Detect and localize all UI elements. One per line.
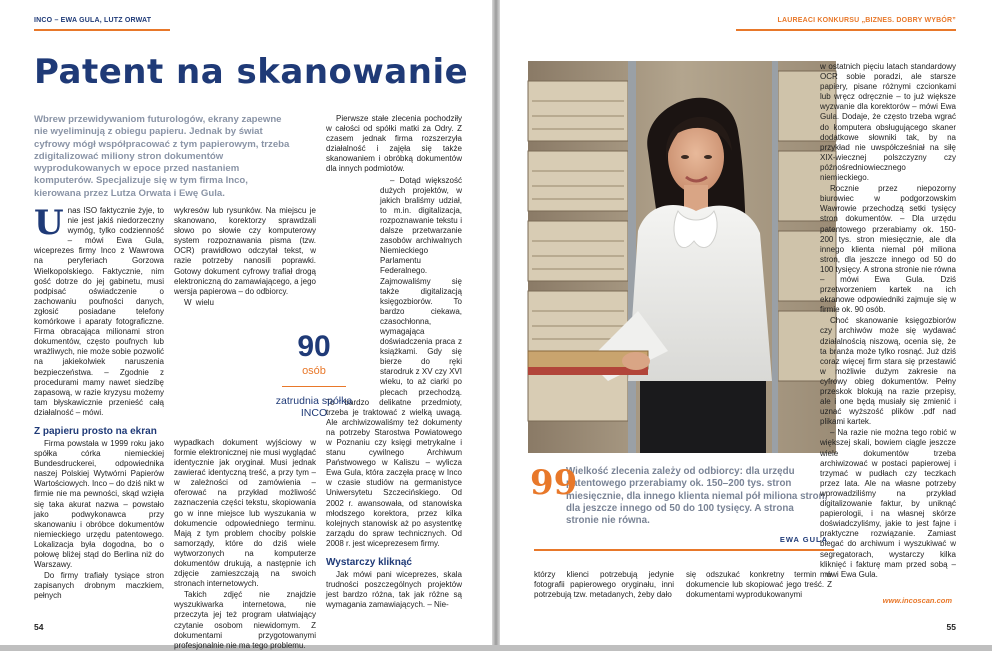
col2-paragraph-2: W wielu wypadkach dokument wyjściowy w formie elektronicznej nie musi wyglądać identycznie jak oryginał. Musi jednak zawierać identyczną treść, a przy tym – w zależności od zamówienia – oferować na przykład możliwość zaznaczenia części tekstu, skopiowania go w inne miejsce lub wyszukania w dokumencie odpowiedniego terminu. Mają z tym problem chociby polskie samorządy, które do dziś wiele wytworzonych na komputerze dokumentów drukują, a następnie ich zdjęcie zamieszczają na swoich stronach internetowych. [174,297,316,589]
col4-paragraph-2: Rocznie przez niepozorny biurowiec w podgorzowskim Wawrowie przechodzą setki tysięcy stron dokumentów. – Dla urzędu patentowego przerabiamy ok. 150-200 tys. stron miesięcznie, ale dla innego klienta niemal pół miliona stron, dla jeszcze innego od 50 do 100 tysięcy. A strona stronie nie równa – mówi Ewa Gula. Dziś przetworzeniem kartek na ich ekranowe odpowiedniki zajmuje się w firmie ok. 90 osób. [820,184,956,315]
bottom-col2-text: się odszukać konkretny termin w dokumencie lub skopiować jego treść. Z dokumentami wyprodukowanymi [686,570,832,600]
stat-unit: osób [302,365,326,377]
running-head-rule-right [736,29,956,31]
quote-mark-icon: 99 [530,463,578,503]
text-column-1 [34,203,164,614]
stat-description: zatrudnia spółka INCO [275,395,353,419]
col3-paragraph-2: – Dotąd większość dużych projektów, w jakich braliśmy udział, to m.in. digitalizacja, rozpoznawanie tekstu i dalsze przetwarzanie zasobów archiwalnych Niemieckiego Parlamentu Federalnego. Zajmowaliśmy się także digitalizacją księgozbiorów. To bardzo ciekawa, czasochłonna, wymagająca doświadczenia praca z książkami. Gdy się bierze do ręki starodruk z XV czy XVI wieku, to aż ciarki po plecach przechodzą. To bardzo delikatne przedmioty, trzeba je traktować z wielką uwagą. Ale archiwizowaliśmy też dokumenty na potrzeby Starostwa Powiatowego w Poznaniu czy księgi metrykalne i stanu cywilnego Archiwum Państwowego w Kaliszu – wylicza Ewa Gula, która zaczęła pracę w Inco w czasie studiów na germanistyce Uniwersytetu Szczecińskiego. Od 2002 r. awansowała, od stanowiska młodszego korektora, przez kilka kolejnych stanowisk aż po asystentkę zarządu do spraw technicznych. Od 2008 r. jest wiceprezesem firmy. [326,175,462,548]
spine-gutter [492,0,500,645]
pull-quote-rule [534,549,834,551]
col1-paragraph-3: Do firmy trafiały tysiące stron zapisanych drobnym maczkiem, pełnych [34,571,164,601]
page-number-left: 54 [34,622,44,632]
col4-paragraph-4: – Na razie nie można tego robić w większej skali, bowiem ciągle jeszcze wiele dokumentów trzeba archiwizować w postaci papierowej i trzymać w pudłach czy teczkach przez lata. Ale na własne potrzeby wprowadziliśmy na przykład digitalizowanie faktur, by uniknąć papierologii, i na własnej skórze doświadczyliśmy, jakie to jest fajne i praktyczne rozwiązanie. Zamiast biegać do archiwum i wyszukiwać w segregatorach, wystarczy kilka kliknięć i fakturę mam przed sobą – mówi Ewa Gula. [820,428,956,579]
company-website: www.incoscan.com [882,596,952,605]
text-column-4 [820,62,956,594]
stat-rule [282,386,346,387]
pull-quote [530,463,828,545]
page-number-right: 55 [946,622,956,632]
bottom-col1-text: którzy klienci potrzebują jedynie fotografii papierowego oryginału, inni potrzebują tzw. metadanych, żeby dało [534,570,674,600]
subhead-z-papieru: Z papieru prosto na ekran [34,425,157,437]
pull-quote-author: EWA GULA [779,535,828,545]
col1-paragraph-1: nas ISO faktycznie żyje, to nie jest jakiś niedorzeczny wymóg, tylko codzienność – mówi Ewa Gula, wiceprezes firmy Inco z Wawrowa na peryferiach Gorzowa Wielkopolskiego. Faktycznie, nim gość dotrze do jej gabinetu, musi podpisać oświadczenie o zachowaniu poufności danych, zgłosić posiadane telefony komórkowe i aparaty fotograficzne. Firma obracająca milionami stron dokumentów, często poufnych lub wrażliwych, nie może sobie pozwolić na jakiekolwiek naruszenia bezpieczeństwa. – Zgodnie z procedurami mamy nawet siedzibę zapasową, w razie kryzysu możemy tam błyskawicznie przenieść całą działalność – mówi. [34,206,164,417]
stat-callout [266,326,362,458]
left-page [0,0,492,650]
col3-paragraph-3: Jak mówi pani wiceprezes, skala trudności poszczególnych projektów jest bardzo różna, tak jak różne są wymagania zamawiających. – Nie- [326,570,462,610]
col2-paragraph-3: Takich zdjęć nie znajdzie wyszukiwarka internetowa, nie przeczyta jej też program ułatwiający czytanie osobom niewidomym. Z dokumentami przygotowanymi profesjonalnie nie ma tego problemu. [174,590,316,650]
running-head-left: INCO – EWA GULA, LUTZ ORWAT [34,17,152,24]
bottom-text-column-1 [534,570,674,610]
running-head-rule [34,29,170,31]
subhead-wystarczy-kliknac: Wystarczy kliknąć [326,557,412,569]
col1-paragraph-2: Firma powstała w 1999 roku jako spółka córka niemieckiej Bundesdruckerei, odpowiednika naszej Polskiej Wytwórni Papierów Wartościowych. Inco – do dziś nikt w firmie nie ma pewności, skąd wzięła się taka akurat nazwa – powstało jako podwykonawca przy skanowaniu i obróbce dokumentów niemieckiego urzędu patentowego. Lokalizacja była dogodna, bo o połowę bliżej stąd do Berlina niż do Warszawy. [34,438,164,570]
col4-paragraph-1: w ostatnich pięciu latach standardowy OCR sobie poradzi, ale starsze papiery, pisane różnymi czcionkami lub wręcz odręcznie – to już większe wyzwanie dla korektorów – mówi Ewa Gula. Dodaje, że często trzeba wgrać do komputera obsługującego skaner dodatkowe słowniki tak, by na przykład nie uwspółcześniał na siłę XIX-wiecznej polszczyzny czy późnośredniowiecznego niemieckiego. [820,62,956,183]
col3-paragraph-1: Pierwsze stałe zlecenia pochodziły w całości od spółki matki za Odry. Z czasem jednak firma rozszerzyła działalność i zajęła się także skanowaniem i obróbką dokumentów dla innych podmiotów. [326,114,462,174]
stat-number: 90 [297,330,331,363]
right-page [500,0,992,645]
running-head-right: LAUREACI KONKURSU „BIZNES. DOBRY WYBÓR” [777,17,956,24]
article-title: Patent na skanowanie [34,52,469,92]
portrait-photo [528,61,836,453]
article-lead: Wbrew przewidywaniom futurologów, ekrany zapewne nie wyeliminują z obiegu papieru. Jednak by świat cyfrowy mógł współpracować z tym papierowym, trzeba zdigitalizować miliony stron dokumentów wyprodukowanych w epoce przed nastaniem komputerów. Specjalizuje się w tym firma Inco, kierowana przez Lutza Orwata i Ewę Gula. [34,114,290,199]
drop-cap: U [34,203,64,243]
col2-paragraph-1: wykresów lub rysunków. Na miejscu je skanowano, korektorzy sprawdzali słowo po słowie czy komputerowy system rozpoznawania pisma (tzw. OCR) prawidłowo odczytał tekst, w razie potrzeby nanosili poprawki. Gotowy dokument cyfrowy trafiał drogą elektroniczną do zamawiającego, a jego wersja papierowa – do odbiorcy. [174,206,316,296]
pull-quote-text: Wielkość zlecenia zależy od odbiorcy: dla urzędu patentowego przerabiamy ok. 150–200 tys. stron miesięcznie, dla innego klienta niemal pół miliona stron, dla jeszcze innego od 50 do 100 tysięcy. A strona stronie nie równa. [566,466,828,527]
col4-paragraph-3: Choć skanowanie księgozbiorów czy archiwów może się wydawać działalnością niszową, ocenia się, że ta branża może tylko rosnąć. Już dziś coraz więcej firm stara się przestawić w możliwie dużym zakresie na cyfrowy obieg dokumentów. Pełny przeskok blokują na razie przepisy, ale i one będą musiały się zmienić i uznać wyższość plików .pdf nad plikami kartek. [820,316,956,427]
bottom-text-column-2 [686,570,832,610]
